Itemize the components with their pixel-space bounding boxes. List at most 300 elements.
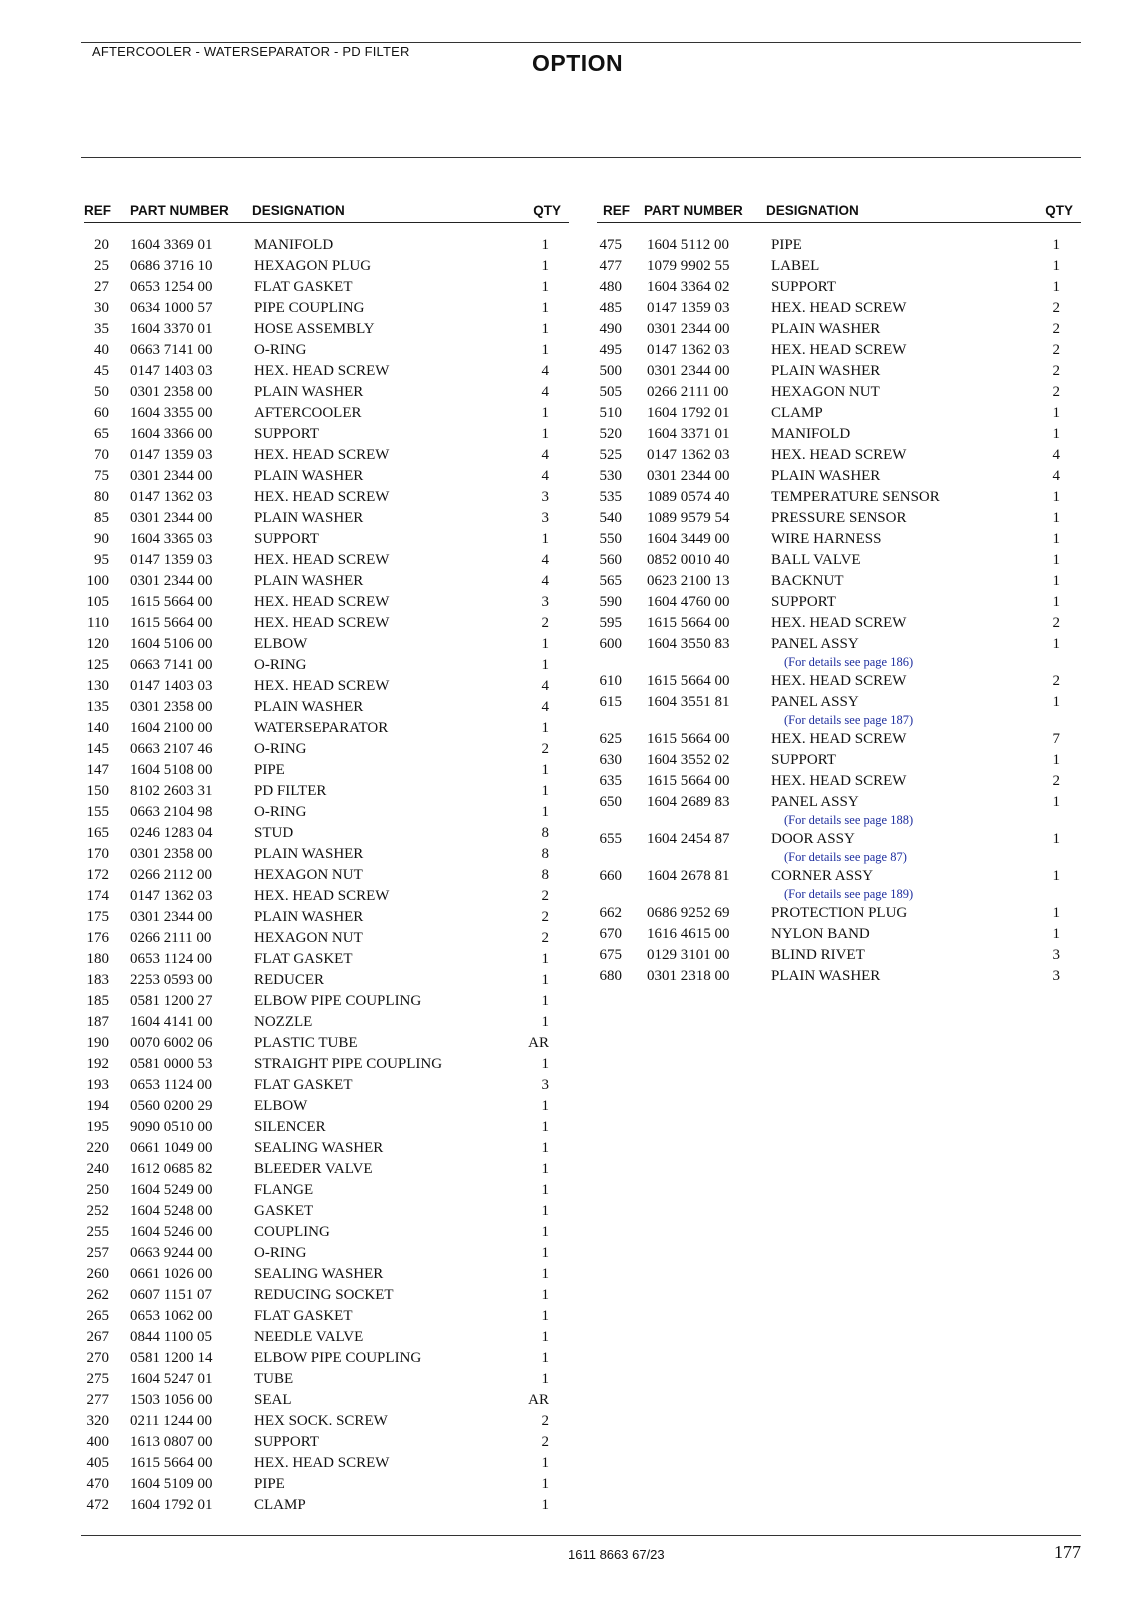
- part-number-cell: 9090 0510 00: [130, 1119, 213, 1135]
- details-note: [597, 850, 1081, 866]
- ref-cell: 485: [599, 300, 622, 316]
- ref-cell: 105: [86, 594, 109, 610]
- designation-cell: HEX. HEAD SCREW: [771, 300, 907, 316]
- qty-cell: 1: [1052, 279, 1060, 295]
- part-number-cell: 1604 5248 00: [130, 1203, 213, 1219]
- designation-cell: HEX. HEAD SCREW: [254, 363, 390, 379]
- designation-cell: PLAIN WASHER: [254, 699, 364, 715]
- part-number-cell: 1604 4141 00: [130, 1014, 213, 1030]
- designation-cell: HEX. HEAD SCREW: [254, 447, 390, 463]
- qty-cell: 2: [1052, 384, 1060, 400]
- table-row: [597, 424, 1081, 445]
- part-number-cell: 0301 2318 00: [647, 968, 730, 984]
- ref-cell: 65: [94, 426, 109, 442]
- ref-cell: 590: [599, 594, 622, 610]
- qty-cell: 1: [541, 1119, 549, 1135]
- qty-cell: 1: [541, 804, 549, 820]
- table-row: [597, 382, 1081, 403]
- part-number-cell: 0147 1359 03: [130, 447, 213, 463]
- ref-cell: 277: [86, 1392, 109, 1408]
- part-number-cell: 0129 3101 00: [647, 947, 730, 963]
- qty-cell: 1: [1052, 531, 1060, 547]
- part-number-cell: 1612 0685 82: [130, 1161, 213, 1177]
- designation-cell: O-RING: [254, 657, 307, 673]
- table-row: [597, 634, 1081, 655]
- ref-cell: 600: [599, 636, 622, 652]
- part-number-cell: 1615 5664 00: [130, 1455, 213, 1471]
- designation-cell: PLAIN WASHER: [254, 846, 364, 862]
- designation-cell: HEX. HEAD SCREW: [254, 888, 390, 904]
- part-number-cell: 1604 3364 02: [647, 279, 730, 295]
- part-number-cell: 0663 2104 98: [130, 804, 213, 820]
- designation-cell: PIPE: [254, 762, 285, 778]
- part-number-cell: 1604 5106 00: [130, 636, 213, 652]
- ref-cell: 35: [94, 321, 109, 337]
- designation-cell: PLAIN WASHER: [771, 468, 881, 484]
- qty-cell: 2: [1052, 363, 1060, 379]
- qty-cell: 4: [1052, 468, 1060, 484]
- designation-cell: BALL VALVE: [771, 552, 861, 568]
- part-number-cell: 0653 1124 00: [130, 1077, 212, 1093]
- designation-cell: STRAIGHT PIPE COUPLING: [254, 1056, 443, 1072]
- table-row: [597, 529, 1081, 550]
- designation-cell: CLAMP: [254, 1497, 306, 1513]
- qty-cell: 1: [1052, 905, 1060, 921]
- qty-cell: 1: [1052, 594, 1060, 610]
- qty-cell: 1: [541, 951, 549, 967]
- part-number-cell: 0147 1359 03: [130, 552, 213, 568]
- ref-cell: 662: [599, 905, 622, 921]
- ref-cell: 155: [86, 804, 109, 820]
- ref-cell: 660: [599, 868, 622, 884]
- qty-cell: AR: [528, 1035, 549, 1051]
- ref-cell: 610: [599, 673, 622, 689]
- designation-cell: PLAIN WASHER: [254, 510, 364, 526]
- ref-cell: 180: [86, 951, 109, 967]
- table-row: [84, 1474, 569, 1495]
- table-row: [597, 750, 1081, 771]
- part-number-cell: 0147 1362 03: [130, 489, 213, 505]
- table-row: [84, 697, 569, 718]
- ref-cell: 220: [86, 1140, 109, 1156]
- designation-cell: STUD: [254, 825, 294, 841]
- table-row: [84, 1033, 569, 1054]
- table-row: [597, 487, 1081, 508]
- table-row: [84, 1390, 569, 1411]
- designation-cell: TUBE: [254, 1371, 294, 1387]
- part-number-cell: 0301 2344 00: [130, 510, 213, 526]
- ref-cell: 510: [599, 405, 622, 421]
- ref-cell: 675: [599, 947, 622, 963]
- part-number-cell: 1604 2689 83: [647, 794, 730, 810]
- qty-cell: 1: [541, 1287, 549, 1303]
- designation-cell: PLAIN WASHER: [254, 573, 364, 589]
- table-row: [84, 1201, 569, 1222]
- part-number-cell: 0147 1403 03: [130, 363, 213, 379]
- table-row: [84, 739, 569, 760]
- designation-cell: FLAT GASKET: [254, 1077, 353, 1093]
- table-row: [597, 924, 1081, 945]
- qty-cell: 2: [541, 888, 549, 904]
- designation-cell: FLAT GASKET: [254, 951, 353, 967]
- qty-cell: 1: [541, 783, 549, 799]
- table-row: [84, 1180, 569, 1201]
- part-number-cell: 0301 2344 00: [647, 468, 730, 484]
- ref-cell: 625: [599, 731, 622, 747]
- ref-cell: 165: [86, 825, 109, 841]
- ref-cell: 405: [86, 1455, 109, 1471]
- qty-cell: 7: [1052, 731, 1060, 747]
- table-row: [84, 613, 569, 634]
- table-row: [84, 1411, 569, 1432]
- qty-cell: 1: [541, 1224, 549, 1240]
- designation-cell: MANIFOLD: [771, 426, 851, 442]
- part-number-cell: 0147 1403 03: [130, 678, 213, 694]
- table-row: [84, 1348, 569, 1369]
- qty-cell: 2: [541, 741, 549, 757]
- table-row: [84, 844, 569, 865]
- designation-cell: LABEL: [771, 258, 820, 274]
- ref-cell: 320: [86, 1413, 109, 1429]
- qty-cell: 1: [541, 720, 549, 736]
- qty-cell: 1: [541, 426, 549, 442]
- ref-cell: 257: [86, 1245, 109, 1261]
- qty-cell: 1: [541, 1371, 549, 1387]
- ref-cell: 680: [599, 968, 622, 984]
- column-header-designation: DESIGNATION: [252, 203, 345, 218]
- table-row: [84, 361, 569, 382]
- designation-cell: CORNER ASSY: [771, 868, 874, 884]
- part-number-cell: 1615 5664 00: [130, 594, 213, 610]
- qty-cell: 1: [541, 1161, 549, 1177]
- part-number-cell: 1604 3551 81: [647, 694, 730, 710]
- table-row: [84, 550, 569, 571]
- designation-cell: HEXAGON NUT: [771, 384, 880, 400]
- part-number-cell: 0581 1200 27: [130, 993, 213, 1009]
- qty-cell: 4: [541, 447, 549, 463]
- qty-cell: 1: [541, 1182, 549, 1198]
- details-note-text: (For details see page 188): [784, 813, 914, 827]
- designation-cell: HEX. HEAD SCREW: [254, 489, 390, 505]
- table-row: [84, 340, 569, 361]
- part-number-cell: 1604 5109 00: [130, 1476, 213, 1492]
- designation-cell: GASKET: [254, 1203, 314, 1219]
- ref-cell: 170: [86, 846, 109, 862]
- ref-cell: 125: [86, 657, 109, 673]
- designation-cell: SUPPORT: [254, 1434, 319, 1450]
- qty-cell: 1: [541, 237, 549, 253]
- part-number-cell: 1604 3369 01: [130, 237, 213, 253]
- designation-cell: REDUCING SOCKET: [254, 1287, 394, 1303]
- designation-cell: FLAT GASKET: [254, 1308, 353, 1324]
- table-row: [84, 1432, 569, 1453]
- qty-cell: 1: [1052, 405, 1060, 421]
- designation-cell: SUPPORT: [254, 426, 319, 442]
- part-number-cell: 0301 2358 00: [130, 846, 213, 862]
- table-row: [84, 445, 569, 466]
- ref-cell: 27: [94, 279, 109, 295]
- table-row: [84, 865, 569, 886]
- qty-cell: 1: [541, 300, 549, 316]
- table-row: [84, 802, 569, 823]
- table-row: [84, 1012, 569, 1033]
- designation-cell: FLANGE: [254, 1182, 314, 1198]
- part-number-cell: 0246 1283 04: [130, 825, 213, 841]
- table-row: [84, 1369, 569, 1390]
- part-number-cell: 0581 1200 14: [130, 1350, 213, 1366]
- table-row: [597, 445, 1081, 466]
- table-row: [84, 676, 569, 697]
- ref-cell: 262: [86, 1287, 109, 1303]
- qty-cell: 1: [541, 1140, 549, 1156]
- table-row: [597, 571, 1081, 592]
- table-row: [84, 256, 569, 277]
- table-row: [84, 760, 569, 781]
- qty-cell: 1: [1052, 258, 1060, 274]
- part-number-cell: 0634 1000 57: [130, 300, 213, 316]
- table-row: [597, 361, 1081, 382]
- qty-cell: 1: [541, 1266, 549, 1282]
- table-row: [597, 671, 1081, 692]
- qty-cell: 4: [541, 678, 549, 694]
- table-row: [597, 256, 1081, 277]
- qty-cell: 1: [541, 1497, 549, 1513]
- part-number-cell: 0147 1362 03: [647, 342, 730, 358]
- column-header-qty: QTY: [1045, 203, 1073, 218]
- top-rule: [81, 42, 1081, 43]
- part-number-cell: 1089 9579 54: [647, 510, 730, 526]
- ref-cell: 60: [94, 405, 109, 421]
- ref-cell: 25: [94, 258, 109, 274]
- details-note: [597, 813, 1081, 829]
- designation-cell: PLASTIC TUBE: [254, 1035, 358, 1051]
- part-number-cell: 1503 1056 00: [130, 1392, 213, 1408]
- part-number-cell: 1615 5664 00: [647, 731, 730, 747]
- designation-cell: SUPPORT: [771, 279, 836, 295]
- designation-cell: DOOR ASSY: [771, 831, 855, 847]
- table-row: [597, 729, 1081, 750]
- designation-cell: HEX. HEAD SCREW: [771, 615, 907, 631]
- qty-cell: 1: [1052, 489, 1060, 505]
- part-number-cell: 1604 4760 00: [647, 594, 730, 610]
- qty-cell: 1: [541, 657, 549, 673]
- qty-cell: 2: [1052, 773, 1060, 789]
- ref-cell: 174: [86, 888, 109, 904]
- designation-cell: BLEEDER VALVE: [254, 1161, 373, 1177]
- qty-cell: 2: [1052, 673, 1060, 689]
- part-number-cell: 1604 2100 00: [130, 720, 213, 736]
- table-row: [597, 340, 1081, 361]
- designation-cell: NYLON BAND: [771, 926, 870, 942]
- ref-cell: 267: [86, 1329, 109, 1345]
- table-header: [597, 202, 1081, 223]
- table-row: [597, 592, 1081, 613]
- parts-table-left: [84, 202, 569, 1516]
- designation-cell: ELBOW PIPE COUPLING: [254, 993, 422, 1009]
- part-number-cell: 0266 2111 00: [130, 930, 212, 946]
- designation-cell: COUPLING: [254, 1224, 330, 1240]
- qty-cell: 1: [541, 1308, 549, 1324]
- table-body: [597, 235, 1081, 987]
- designation-cell: PIPE: [771, 237, 802, 253]
- designation-cell: O-RING: [254, 804, 307, 820]
- qty-cell: 1: [541, 993, 549, 1009]
- part-number-cell: 0661 1026 00: [130, 1266, 213, 1282]
- part-number-cell: 1604 5247 01: [130, 1371, 213, 1387]
- table-row: [84, 718, 569, 739]
- ref-cell: 172: [86, 867, 109, 883]
- part-number-cell: 1604 1792 01: [130, 1497, 213, 1513]
- ref-cell: 540: [599, 510, 622, 526]
- table-row: [84, 235, 569, 256]
- designation-cell: PIPE: [254, 1476, 285, 1492]
- qty-cell: 2: [541, 615, 549, 631]
- table-row: [84, 529, 569, 550]
- designation-cell: PANEL ASSY: [771, 794, 859, 810]
- part-number-cell: 1615 5664 00: [130, 615, 213, 631]
- table-row: [597, 792, 1081, 813]
- ref-cell: 100: [86, 573, 109, 589]
- ref-cell: 183: [86, 972, 109, 988]
- ref-cell: 194: [86, 1098, 109, 1114]
- column-header-part-number: PART NUMBER: [130, 203, 229, 218]
- ref-cell: 195: [86, 1119, 109, 1135]
- qty-cell: 1: [541, 1350, 549, 1366]
- designation-cell: SEALING WASHER: [254, 1140, 384, 1156]
- part-number-cell: 0211 1244 00: [130, 1413, 212, 1429]
- designation-cell: HEX. HEAD SCREW: [254, 678, 390, 694]
- part-number-cell: 8102 2603 31: [130, 783, 213, 799]
- part-number-cell: 0301 2344 00: [130, 573, 213, 589]
- column-header-ref: REF: [84, 203, 111, 218]
- ref-cell: 40: [94, 342, 109, 358]
- qty-cell: 2: [541, 909, 549, 925]
- qty-cell: 1: [1052, 868, 1060, 884]
- ref-cell: 193: [86, 1077, 109, 1093]
- option-label: OPTION: [532, 50, 624, 76]
- ref-cell: 250: [86, 1182, 109, 1198]
- part-number-cell: 1604 5246 00: [130, 1224, 213, 1240]
- qty-cell: 8: [541, 867, 549, 883]
- qty-cell: 4: [541, 552, 549, 568]
- ref-cell: 505: [599, 384, 622, 400]
- table-row: [84, 298, 569, 319]
- table-row: [84, 277, 569, 298]
- table-row: [597, 829, 1081, 850]
- table-header: [84, 202, 569, 223]
- qty-cell: 1: [541, 762, 549, 778]
- part-number-cell: 0147 1359 03: [647, 300, 730, 316]
- designation-cell: SEALING WASHER: [254, 1266, 384, 1282]
- table-row: [84, 928, 569, 949]
- part-number-cell: 0663 7141 00: [130, 342, 213, 358]
- designation-cell: SUPPORT: [771, 594, 836, 610]
- part-number-cell: 0653 1254 00: [130, 279, 213, 295]
- ref-cell: 615: [599, 694, 622, 710]
- qty-cell: 4: [541, 384, 549, 400]
- table-row: [597, 319, 1081, 340]
- qty-cell: 1: [541, 1455, 549, 1471]
- qty-cell: 3: [1052, 947, 1060, 963]
- designation-cell: PLAIN WASHER: [254, 468, 364, 484]
- ref-cell: 175: [86, 909, 109, 925]
- designation-cell: SUPPORT: [254, 531, 319, 547]
- designation-cell: HOSE ASSEMBLY: [254, 321, 375, 337]
- qty-cell: 1: [541, 342, 549, 358]
- part-number-cell: 1615 5664 00: [647, 615, 730, 631]
- designation-cell: PIPE COUPLING: [254, 300, 365, 316]
- qty-cell: 1: [541, 531, 549, 547]
- qty-cell: 1: [1052, 426, 1060, 442]
- part-number-cell: 1604 3550 83: [647, 636, 730, 652]
- details-note-text: (For details see page 186): [784, 655, 914, 669]
- designation-cell: NEEDLE VALVE: [254, 1329, 364, 1345]
- designation-cell: HEXAGON NUT: [254, 930, 363, 946]
- part-number-cell: 0581 0000 53: [130, 1056, 213, 1072]
- table-row: [597, 903, 1081, 924]
- table-row: [84, 1117, 569, 1138]
- table-row: [84, 466, 569, 487]
- ref-cell: 110: [87, 615, 109, 631]
- ref-cell: 500: [599, 363, 622, 379]
- designation-cell: SUPPORT: [771, 752, 836, 768]
- qty-cell: 1: [1052, 752, 1060, 768]
- details-note: [597, 887, 1081, 903]
- ref-cell: 255: [86, 1224, 109, 1240]
- qty-cell: 1: [541, 1098, 549, 1114]
- ref-cell: 135: [86, 699, 109, 715]
- table-row: [84, 1159, 569, 1180]
- part-number-cell: 0301 2358 00: [130, 384, 213, 400]
- part-number-cell: 0663 2107 46: [130, 741, 213, 757]
- ref-cell: 45: [94, 363, 109, 379]
- part-number-cell: 0653 1124 00: [130, 951, 212, 967]
- designation-cell: HEX. HEAD SCREW: [254, 615, 390, 631]
- table-row: [597, 277, 1081, 298]
- designation-cell: HEX. HEAD SCREW: [254, 552, 390, 568]
- designation-cell: HEX SOCK. SCREW: [254, 1413, 388, 1429]
- qty-cell: 2: [1052, 321, 1060, 337]
- table-row: [84, 886, 569, 907]
- column-header-part-number: PART NUMBER: [644, 203, 743, 218]
- qty-cell: 1: [1052, 831, 1060, 847]
- ref-cell: 650: [599, 794, 622, 810]
- qty-cell: 1: [1052, 636, 1060, 652]
- ref-cell: 150: [86, 783, 109, 799]
- designation-cell: HEX. HEAD SCREW: [771, 342, 907, 358]
- ref-cell: 260: [86, 1266, 109, 1282]
- part-number-cell: 1604 2678 81: [647, 868, 730, 884]
- table-row: [84, 1054, 569, 1075]
- designation-cell: FLAT GASKET: [254, 279, 353, 295]
- qty-cell: 1: [541, 1014, 549, 1030]
- section-title: AFTERCOOLER - WATERSEPARATOR - PD FILTER: [92, 44, 410, 59]
- ref-cell: 30: [94, 300, 109, 316]
- qty-cell: 3: [541, 1077, 549, 1093]
- part-number-cell: 1089 0574 40: [647, 489, 730, 505]
- column-header-designation: DESIGNATION: [766, 203, 859, 218]
- table-row: [84, 424, 569, 445]
- table-row: [84, 1075, 569, 1096]
- qty-cell: 1: [1052, 510, 1060, 526]
- ref-cell: 670: [599, 926, 622, 942]
- document-number: 1611 8663 67/23: [568, 1547, 665, 1562]
- ref-cell: 470: [86, 1476, 109, 1492]
- ref-cell: 655: [599, 831, 622, 847]
- ref-cell: 240: [86, 1161, 109, 1177]
- ref-cell: 520: [599, 426, 622, 442]
- ref-cell: 50: [94, 384, 109, 400]
